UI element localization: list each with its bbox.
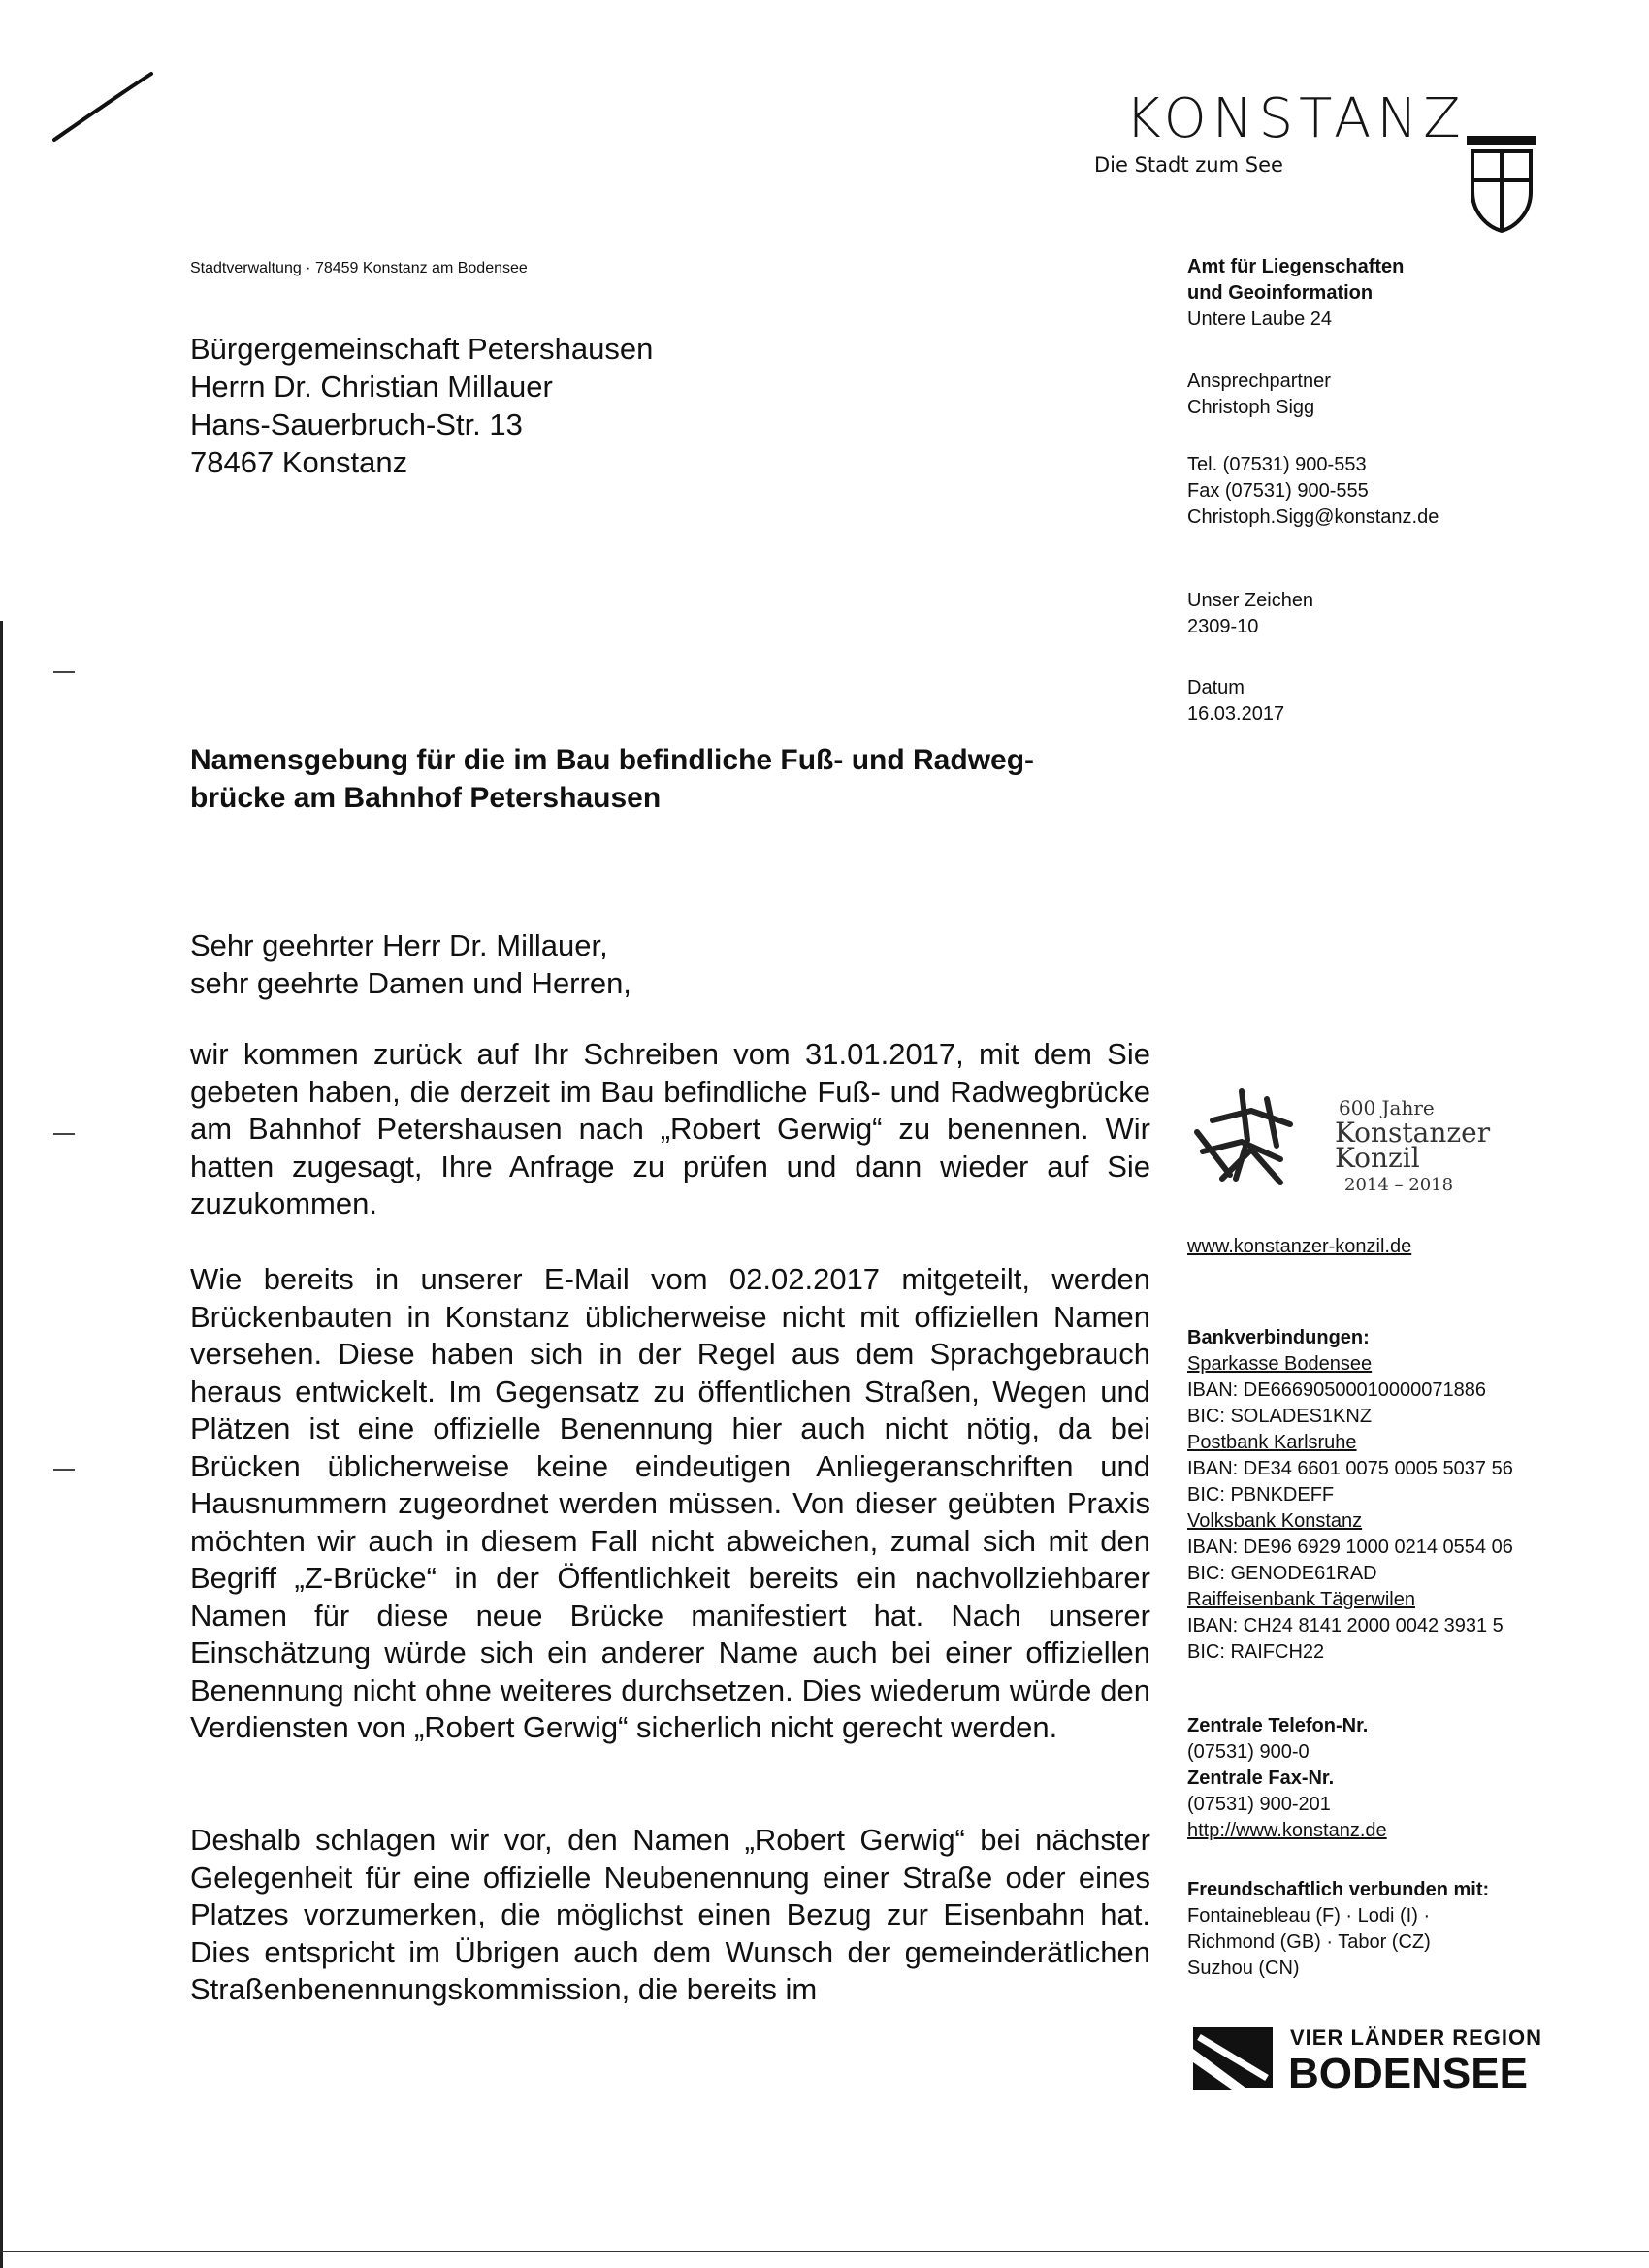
subject-line: brücke am Bahnhof Petershausen xyxy=(190,782,662,814)
konzil-anniversary-logo xyxy=(1183,1082,1504,1198)
council-website-link[interactable]: www.konstanzer-konzil.de xyxy=(1187,1236,1412,1257)
recipient-line: Hans-Sauerbruch-Str. 13 xyxy=(190,407,523,441)
bank-iban: IBAN: DE96 6929 1000 0214 0554 06 xyxy=(1187,1537,1513,1558)
council-logo-line4: 2014 – 2018 xyxy=(1344,1175,1454,1195)
bank-bic: BIC: SOLADES1KNZ xyxy=(1187,1406,1373,1427)
scan-edge-line xyxy=(0,621,3,2268)
council-logo-line1: 600 Jahre xyxy=(1339,1096,1435,1119)
contact-numbers-block xyxy=(1187,452,1614,531)
department-block xyxy=(1187,254,1614,333)
reference-block xyxy=(1187,588,1614,640)
contact-name: Christoph Sigg xyxy=(1187,397,1315,418)
bodensee-region-logo xyxy=(1189,2020,1558,2093)
salutation xyxy=(190,927,1150,1002)
scan-bottom-line xyxy=(0,2251,1649,2252)
bank-bic: BIC: RAIFCH22 xyxy=(1187,1641,1325,1663)
city-website-link[interactable]: http://www.konstanz.de xyxy=(1187,1820,1387,1841)
email-address: Christoph.Sigg@konstanz.de xyxy=(1187,506,1439,528)
central-contact-block xyxy=(1187,1713,1614,1844)
council-logo-line3: Konzil xyxy=(1335,1142,1420,1174)
salutation-line: sehr geehrte Damen und Herren, xyxy=(190,965,631,1000)
department-name: und Geoinformation xyxy=(1187,282,1374,304)
letter-subject xyxy=(190,741,1160,817)
fold-mark xyxy=(53,1133,75,1135)
fold-mark xyxy=(53,1469,75,1471)
recipient-address-block xyxy=(190,330,653,481)
central-phone-number: (07531) 900-0 xyxy=(1187,1741,1310,1763)
date-block xyxy=(1187,675,1614,728)
bank-name: Postbank Karlsruhe xyxy=(1187,1432,1357,1453)
city-brand-title: KONSTANZ xyxy=(1125,87,1467,150)
twin-cities-block xyxy=(1187,1877,1614,1982)
fax-number: Fax (07531) 900-555 xyxy=(1187,480,1369,502)
contact-label: Ansprechpartner xyxy=(1187,371,1331,392)
recipient-line: Bürgergemeinschaft Petershausen xyxy=(190,332,654,366)
body-paragraph: Deshalb schlagen wir vor, den Namen „Robert Gerwig“ bei nächster Gelegenheit für eine offizielle Neubenennung einer Straße oder eines Platzes vorzumerken, die möglichst einen Bezug zur Eisenbahn hat. Dies entspricht im Übrigen auch dem Wunsch der gemeinderätlichen Straßenbenennungskommission, die bereits im xyxy=(190,1823,1150,2006)
bank-name: Volksbank Konstanz xyxy=(1187,1510,1363,1532)
bank-name: Sparkasse Bodensee xyxy=(1187,1353,1373,1375)
subject-line: Namensgebung für die im Bau befindliche Fuß- und Radweg- xyxy=(190,744,1035,776)
date-value: 16.03.2017 xyxy=(1187,703,1285,725)
region-logo-line1: VIER LÄNDER REGION xyxy=(1290,2025,1543,2050)
bank-details-block xyxy=(1187,1325,1614,1666)
twin-cities-line: Richmond (GB) · Tabor (CZ) xyxy=(1187,1931,1431,1953)
body-paragraph: Wie bereits in unserer E-Mail vom 02.02.2017 mitgeteilt, werden Brückenbauten in Konstanz üblicherweise nicht mit offiziellen Namen versehen. Diese haben sich in der Regel aus dem Sprachgebrauch heraus entwickelt. Im Gegensatz zu öffentlichen Straßen, Wegen und Plätzen ist eine offizielle Benennung hier auch nicht nötig, da bei Brücken üblicherweise keine eindeutigen Anliegeranschriften und Hausnummern zugeordnet werden müssen. Von dieser geübten Praxis möchten wir auch in diesem Fall nicht abweichen, zumal sich mit den Begriff „Z-Brücke“ in der Öffentlichkeit bereits ein nachvollziehbarer Namen für diese neue Brücke manifestiert hat. Nach unserer Einschätzung würde sich ein anderer Name auch bei einer offiziellen Benennung nicht ohne weiteres durchsetzen. Dies wiederum würde den Verdiensten von „Robert Gerwig“ sicherlich nicht gerecht werden. xyxy=(190,1262,1150,1744)
bank-heading: Bankverbindungen: xyxy=(1187,1327,1370,1348)
reference-label: Unser Zeichen xyxy=(1187,590,1314,611)
department-address: Untere Laube 24 xyxy=(1187,308,1333,330)
department-name: Amt für Liegenschaften xyxy=(1187,256,1405,277)
council-website-block xyxy=(1187,1234,1614,1260)
bank-iban: IBAN: CH24 8141 2000 0042 3931 5 xyxy=(1187,1615,1504,1636)
bank-bic: BIC: GENODE61RAD xyxy=(1187,1563,1377,1584)
twin-cities-label: Freundschaftlich verbunden mit: xyxy=(1187,1879,1490,1900)
recipient-line: Herrn Dr. Christian Millauer xyxy=(190,370,553,404)
reference-value: 2309-10 xyxy=(1187,616,1259,637)
bank-iban: IBAN: DE66690500010000071886 xyxy=(1187,1379,1487,1401)
body-paragraph: wir kommen zurück auf Ihr Schreiben vom 31.01.2017, mit dem Sie gebeten haben, die derzeit im Bau befindliche Fuß- und Radwegbrücke am Bahnhof Petershausen nach „Robert Gerwig“ zu benennen. Wir hatten zugesagt, Ihre Anfrage zu prüfen und dann wieder auf Sie zuzukommen. xyxy=(190,1037,1150,1220)
city-crest-icon xyxy=(1467,136,1536,233)
twin-cities-line: Suzhou (CN) xyxy=(1187,1958,1300,1979)
city-tagline: Die Stadt zum See xyxy=(1094,153,1283,177)
contact-block xyxy=(1187,369,1614,421)
date-label: Datum xyxy=(1187,677,1245,698)
bank-name: Raiffeisenbank Tägerwilen xyxy=(1187,1589,1415,1610)
handwritten-stroke-mark xyxy=(50,68,157,146)
central-phone-label: Zentrale Telefon-Nr. xyxy=(1187,1715,1369,1736)
sender-address-line: Stadtverwaltung · 78459 Konstanz am Bodensee xyxy=(190,260,528,276)
twin-cities-line: Fontainebleau (F) · Lodi (I) · xyxy=(1187,1905,1431,1927)
bank-iban: IBAN: DE34 6601 0075 0005 5037 56 xyxy=(1187,1458,1513,1479)
bank-bic: BIC: PBNKDEFF xyxy=(1187,1484,1335,1506)
telephone-number: Tel. (07531) 900-553 xyxy=(1187,454,1367,475)
region-logo-line2: BODENSEE xyxy=(1288,2050,1528,2093)
central-fax-number: (07531) 900-201 xyxy=(1187,1794,1331,1815)
salutation-line: Sehr geehrter Herr Dr. Millauer, xyxy=(190,928,608,962)
council-logo-line2: Konstanzer xyxy=(1335,1117,1491,1149)
recipient-line: 78467 Konstanz xyxy=(190,445,408,479)
fold-mark xyxy=(53,671,75,673)
central-fax-label: Zentrale Fax-Nr. xyxy=(1187,1767,1335,1789)
